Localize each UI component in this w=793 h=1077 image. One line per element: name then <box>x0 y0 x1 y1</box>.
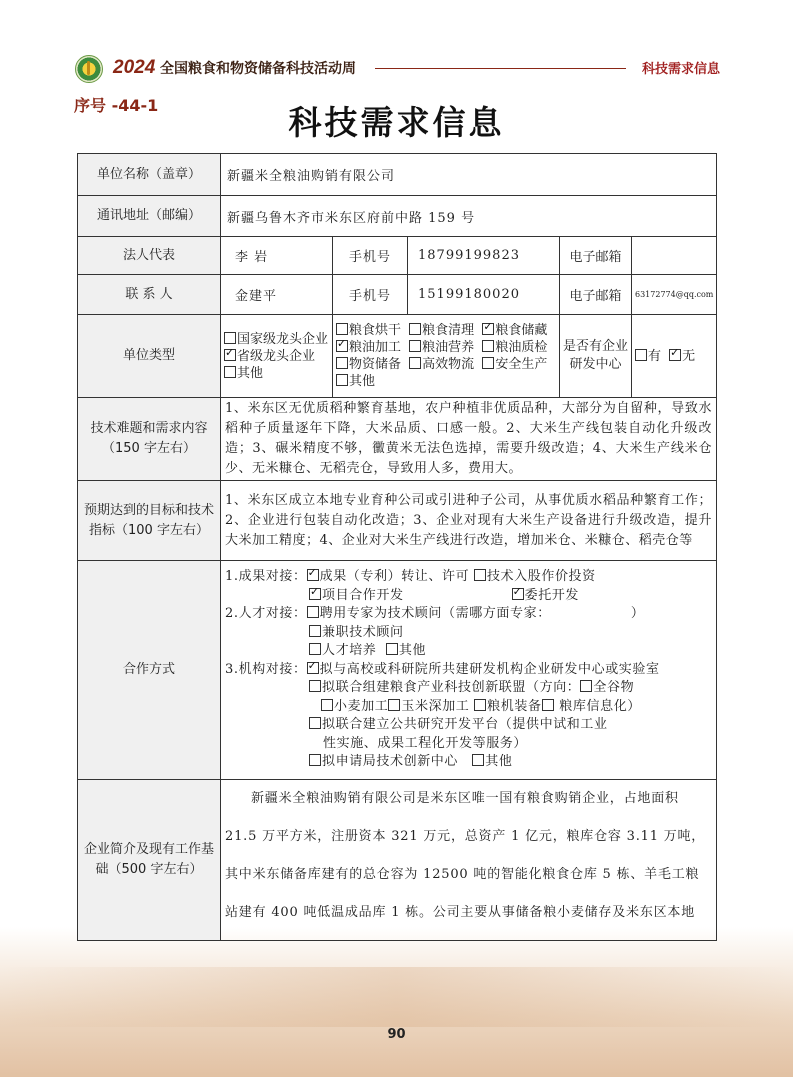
option-talent-training: 人才培养 <box>322 643 377 659</box>
checkbox-rd-no[interactable] <box>669 349 681 361</box>
checkbox-efficient-logistics[interactable] <box>409 357 421 369</box>
row-intro <box>78 780 717 941</box>
row-unit-name <box>78 154 717 196</box>
legal-phone-value: 18799199823 <box>408 237 560 275</box>
page-number: 90 <box>387 1027 406 1042</box>
legal-email-label: 电子邮箱 <box>560 237 632 275</box>
demand-form-table <box>77 153 717 941</box>
coop-talent-heading: 2.人才对接： <box>225 606 307 622</box>
option-efficient-logistics: 高效物流 <box>422 357 475 372</box>
option-provincial-leader: 省级龙头企业 <box>237 348 316 364</box>
checkbox-talent-other[interactable] <box>386 643 398 655</box>
address-label: 通讯地址（邮编） <box>78 196 221 237</box>
checkbox-grain-cleaning[interactable] <box>409 323 421 335</box>
legal-phone-label: 手机号 <box>333 237 408 275</box>
rd-center-options <box>632 315 717 398</box>
page-title: 科技需求信息 <box>288 103 505 142</box>
checkbox-level-other[interactable] <box>224 366 236 378</box>
contact-phone-label: 手机号 <box>333 275 408 315</box>
option-joint-project: 项目合作开发 <box>322 587 404 603</box>
checkbox-rd-yes[interactable] <box>635 349 647 361</box>
row-cooperation <box>78 561 717 780</box>
option-oil-processing: 粮油加工 <box>349 340 402 355</box>
option-public-platform: 拟联合建立公共研究开发平台（提供中试和工业 <box>322 717 608 733</box>
option-institution-other: 其他 <box>485 754 513 770</box>
unit-type-level-group <box>221 315 333 398</box>
checkbox-depot-it[interactable] <box>542 699 554 711</box>
checkbox-joint-project[interactable] <box>309 588 321 600</box>
row-unit-type <box>78 315 717 398</box>
option-material-reserve: 物资储备 <box>349 357 402 372</box>
unit-type-field-group <box>333 315 560 398</box>
option-grain-cleaning: 粮食清理 <box>422 323 475 338</box>
checkbox-wheat-processing[interactable] <box>321 699 333 711</box>
option-level-other: 其他 <box>237 365 264 381</box>
sequence-number: 序号 -44-1 <box>74 96 159 115</box>
option-rd-no: 无 <box>682 348 696 364</box>
option-oil-nutrition: 粮油营养 <box>422 340 475 355</box>
header-divider <box>375 68 626 69</box>
checkbox-corn-processing[interactable] <box>388 699 400 711</box>
problem-label: 技术难题和需求内容（150 字左右） <box>78 398 221 481</box>
checkbox-national-leader[interactable] <box>224 332 236 344</box>
checkbox-tech-equity[interactable] <box>474 569 486 581</box>
row-problem <box>78 398 717 481</box>
checkbox-grain-storage[interactable] <box>482 323 494 335</box>
header-section: 科技需求信息 <box>641 62 720 77</box>
checkbox-patent-transfer[interactable] <box>307 569 319 581</box>
checkbox-field-other[interactable] <box>336 374 348 386</box>
problem-value: 1、米东区无优质稻种繁育基地，农户种植非优质品种，大部分为自留种，导致水稻种子质量逐年下降，大米品质、口感一般。2、大米生产线包装自动化升级改造；3、碾米精度不够，黴黄米无法色选掉，需要升级改造；4、大米生产线米仓少、无米糠仓、无稻壳仓，导致用人多，费用大。 <box>221 398 717 481</box>
header-year: 2024 <box>113 57 156 78</box>
checkbox-whole-grain[interactable] <box>580 680 592 692</box>
option-whole-grain: 全谷物 <box>593 680 635 696</box>
checkbox-part-time-advisor[interactable] <box>309 625 321 637</box>
option-hire-expert: 聘用专家为技术顾问（需哪方面专家： <box>319 606 551 622</box>
row-legal-rep <box>78 237 717 275</box>
contact-name: 金建平 <box>221 275 333 315</box>
legal-rep-name: 李 岩 <box>221 237 333 275</box>
checkbox-grain-drying[interactable] <box>336 323 348 335</box>
option-wheat-processing: 小麦加工 <box>334 698 389 714</box>
checkbox-safe-production[interactable] <box>482 357 494 369</box>
checkbox-public-platform[interactable] <box>309 717 321 729</box>
checkbox-innovation-center[interactable] <box>309 754 321 766</box>
checkbox-oil-nutrition[interactable] <box>409 340 421 352</box>
page-header <box>75 52 720 82</box>
unit-name-label: 单位名称（盖章） <box>78 154 221 196</box>
option-corn-processing: 玉米深加工 <box>401 698 470 714</box>
option-safe-production: 安全生产 <box>495 357 548 372</box>
checkbox-industry-alliance[interactable] <box>309 680 321 692</box>
option-field-other: 其他 <box>349 374 376 389</box>
option-rd-yes: 有 <box>648 348 662 364</box>
checkbox-co-build-rd[interactable] <box>307 662 319 674</box>
legal-email-value <box>632 237 717 275</box>
contact-phone-value: 15199180020 <box>408 275 560 315</box>
unit-type-label: 单位类型 <box>78 315 221 398</box>
option-tech-equity: 技术入股作价投资 <box>486 569 596 585</box>
option-hire-expert-end: ） <box>630 606 645 622</box>
goal-label: 预期达到的目标和技术指标（100 字左右） <box>78 481 221 561</box>
checkbox-hire-expert[interactable] <box>307 606 319 618</box>
goal-value: 1、米东区成立本地专业育种公司或引进种子公司，从事优质水稻品种繁育工作；2、企业进行包装自动化改造；3、企业对现有大米生产设备进行升级改造，提升大米加工精度；4、企业对大米生产线进行改造，增加米仓、米糠仓、稻壳仓等 <box>221 481 717 561</box>
row-goal <box>78 481 717 561</box>
cooperation-label: 合作方式 <box>78 561 221 780</box>
coop-institution-heading: 3.机构对接： <box>225 661 307 677</box>
contact-label: 联 系 人 <box>78 275 221 315</box>
intro-value: 新疆米全粮油购销有限公司是米东区唯一国有粮食购销企业，占地面积 21.5 万平方米，注册资本 321 万元，总资产 1 亿元，粮库仓容 3.11 万吨，其中米东储备库建有的总仓容为 12500 吨的智能化粮食仓库 5 栋、羊毛工粮站建有 400 吨低温成品库 1 栋。公司主要从事储备粮小麦储存及米东区本地 <box>221 780 717 941</box>
row-contact <box>78 275 717 315</box>
checkbox-oil-inspection[interactable] <box>482 340 494 352</box>
checkbox-talent-training[interactable] <box>309 643 321 655</box>
option-patent-transfer: 成果（专利）转让、许可 <box>319 569 470 585</box>
option-innovation-center: 拟申请局技术创新中心 <box>322 754 459 770</box>
checkbox-grain-machinery[interactable] <box>474 699 486 711</box>
event-logo-icon <box>75 55 103 83</box>
option-grain-machinery: 粮机装备 <box>487 698 542 714</box>
coop-achievement-heading: 1.成果对接： <box>225 569 307 585</box>
option-commissioned-dev: 委托开发 <box>524 587 580 603</box>
row-address <box>78 196 717 237</box>
option-co-build-rd: 拟与高校或科研院所共建研发机构企业研发中心或实验室 <box>319 661 660 677</box>
cooperation-options <box>221 561 717 780</box>
bottom-decoration <box>0 927 793 1077</box>
option-grain-storage: 粮食储藏 <box>495 323 548 338</box>
option-depot-it: 粮库信息化） <box>559 698 641 714</box>
rd-center-label: 是否有企业研发中心 <box>560 315 632 398</box>
option-grain-drying: 粮食烘干 <box>349 323 402 338</box>
option-part-time-advisor: 兼职技术顾问 <box>322 624 404 640</box>
checkbox-material-reserve[interactable] <box>336 357 348 369</box>
checkbox-provincial-leader[interactable] <box>224 349 236 361</box>
option-national-leader: 国家级龙头企业 <box>237 331 329 347</box>
header-title: 全国粮食和物资储备科技活动周 <box>160 61 356 77</box>
option-talent-other: 其他 <box>398 643 427 659</box>
option-industry-alliance: 拟联合组建粮食产业科技创新联盟（方向： <box>322 680 581 696</box>
checkbox-institution-other[interactable] <box>472 754 484 766</box>
checkbox-oil-processing[interactable] <box>336 340 348 352</box>
contact-email-value: 63172774@qq.com <box>632 275 717 315</box>
intro-label: 企业简介及现有工作基础（500 字左右） <box>78 780 221 941</box>
unit-name-value: 新疆米全粮油购销有限公司 <box>221 154 717 196</box>
checkbox-commissioned-dev[interactable] <box>512 588 524 600</box>
address-value: 新疆乌鲁木齐市米东区府前中路 159 号 <box>221 196 717 237</box>
contact-email-label: 电子邮箱 <box>560 275 632 315</box>
option-public-platform-cont: 性实施、成果工程化开发等服务） <box>323 735 528 751</box>
legal-rep-label: 法人代表 <box>78 237 221 275</box>
option-oil-inspection: 粮油质检 <box>495 340 548 355</box>
